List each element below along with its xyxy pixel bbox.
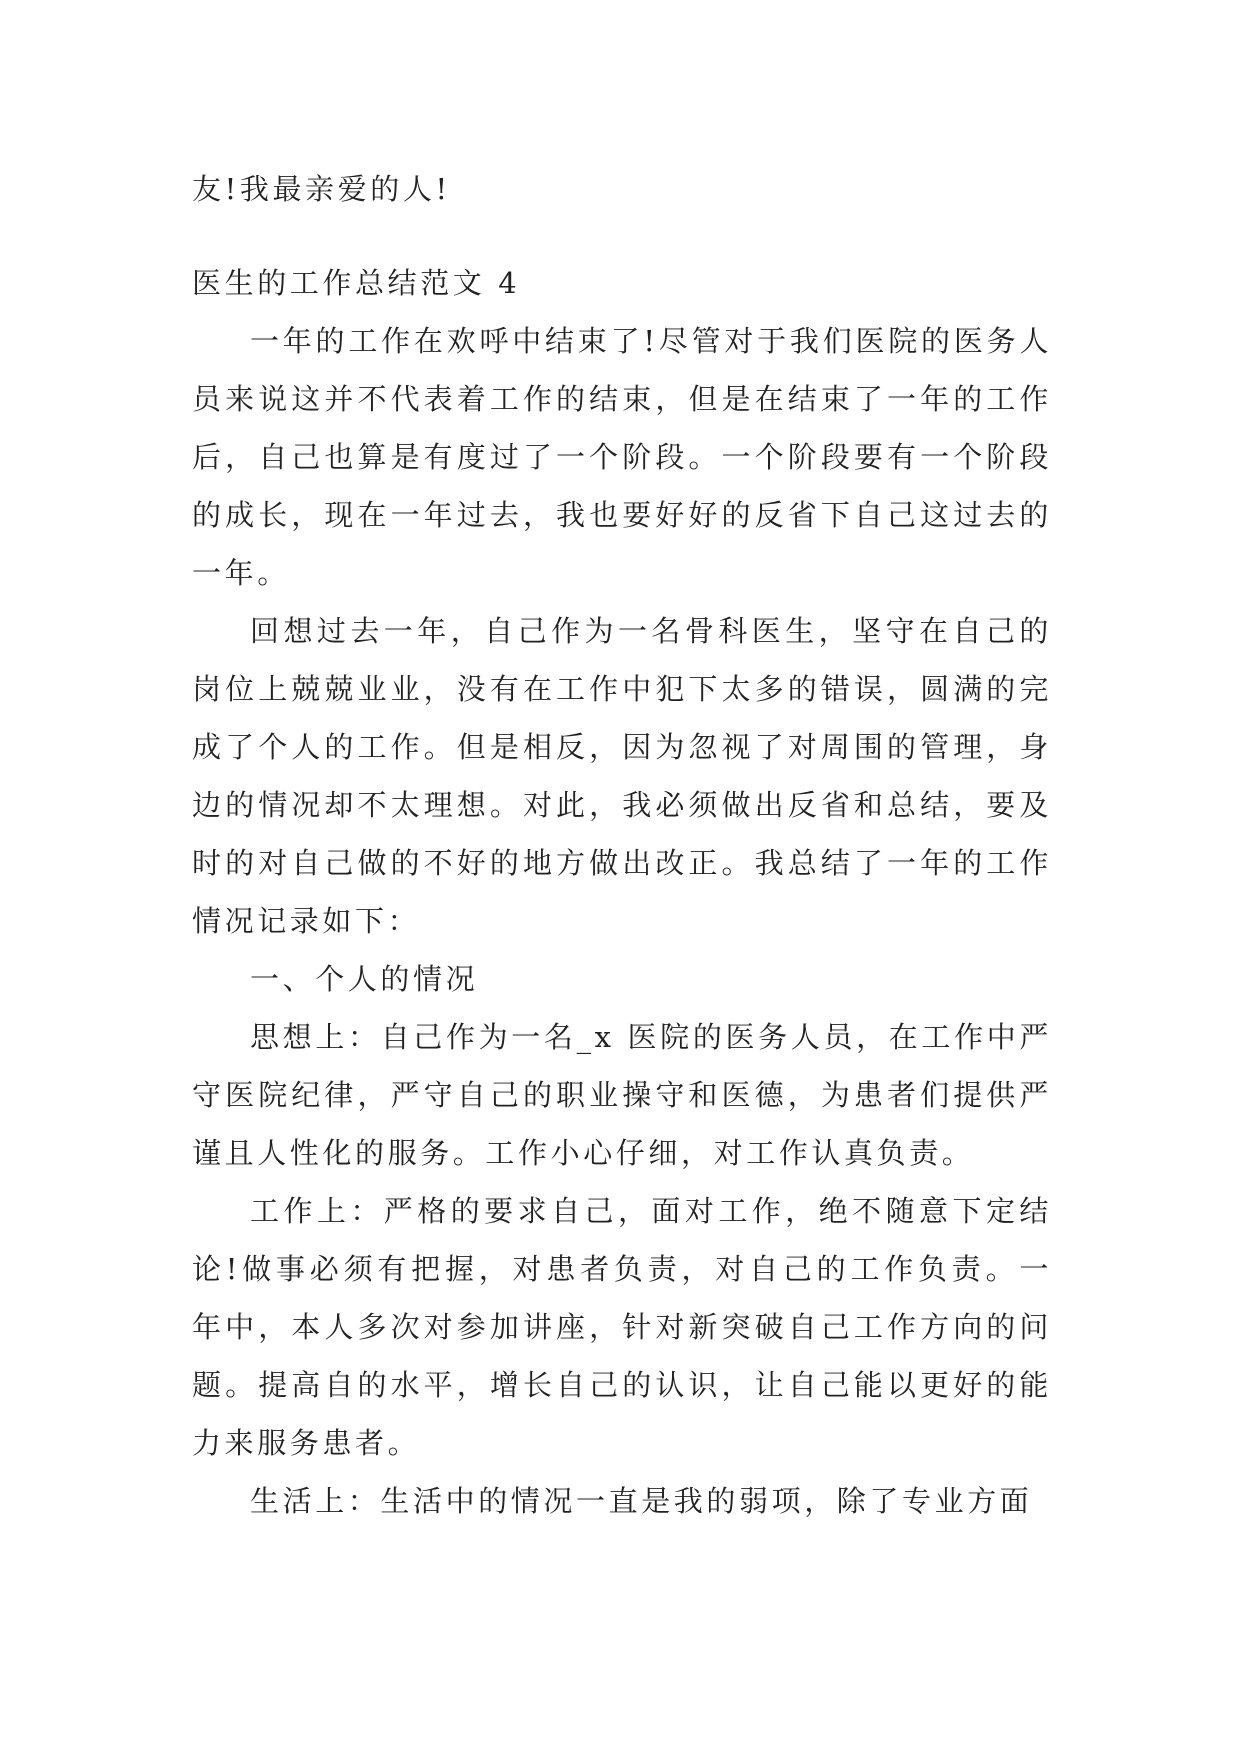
paragraph-6: 生活上：生活中的情况一直是我的弱项，除了专业方面 [250,1484,1033,1518]
document-page [192,160,1052,1530]
section-heading: 医生的工作总结范文 4 [192,266,521,300]
section-gap [192,218,1052,254]
paragraph-3: 一、个人的情况 [250,962,479,996]
paragraph-4: 思想上：自己作为一名_x 医院的医务人员，在工作中严守医院纪律，严守自己的职业操守和医德，为患者们提供严谨且人性化的服务。工作小心仔细，对工作认真负责。 [192,1020,1052,1170]
paragraph-1: 一年的工作在欢呼中结束了!尽管对于我们医院的医务人员来说这并不代表着工作的结束，但是在结束了一年的工作后，自己也算是有度过了一个阶段。一个阶段要有一个阶段的成长，现在一年过去，我也要好好的反省下自己这过去的一年。 [192,324,1052,590]
paragraph-2: 回想过去一年，自己作为一名骨科医生，坚守在自己的岗位上兢兢业业，没有在工作中犯下太多的错误，圆满的完成了个人的工作。但是相反，因为忽视了对周围的管理，身边的情况却不太理想。对此，我必须做出反省和总结，要及时的对自己做的不好的地方做出改正。我总结了一年的工作情况记录如下： [192,614,1052,938]
paragraph-5: 工作上：严格的要求自己，面对工作，绝不随意下定结论!做事必须有把握，对患者负责，对自己的工作负责。一年中，本人多次对参加讲座，针对新突破自己工作方向的问题。提高自的水平，增长自己的认识，让自己能以更好的能力来服务患者。 [192,1194,1052,1460]
carryover-line: 友!我最亲爱的人! [192,172,451,206]
